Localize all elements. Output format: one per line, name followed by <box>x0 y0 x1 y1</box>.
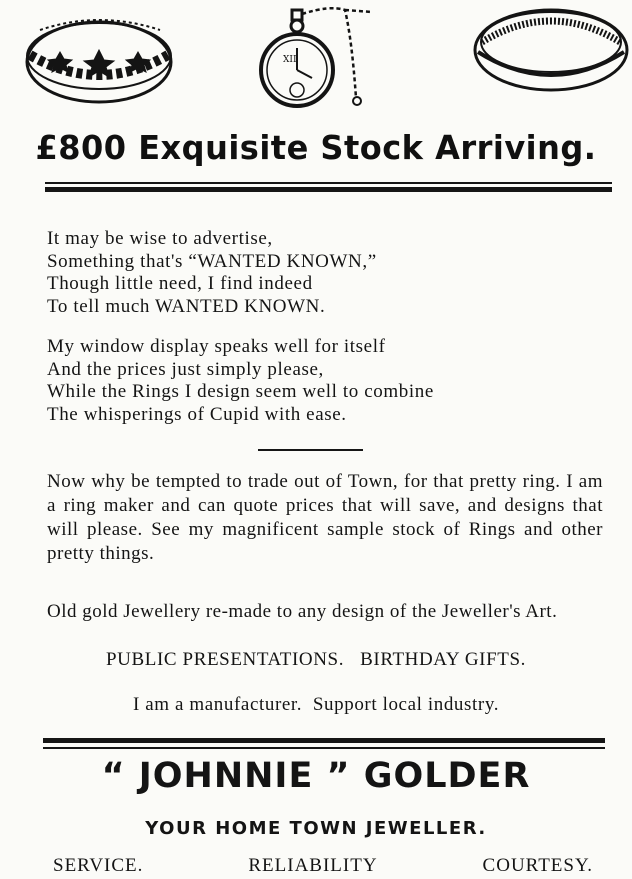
verse-stanza-one <box>47 228 607 318</box>
manufacturer-line: I am a manufacturer. Support local industry. <box>132 694 500 715</box>
pocket-watch-icon <box>261 8 372 106</box>
section-divider <box>258 449 363 451</box>
svg-text:XII: XII <box>283 55 297 65</box>
paragraph-old-gold: Old gold Jewellery re-made to any design of the Jeweller's Art. <box>47 601 558 622</box>
brand-values <box>53 855 593 877</box>
presentations-line: PUBLIC PRESENTATIONS. BIRTHDAY GIFTS. <box>106 649 526 670</box>
headline-rule-thin <box>45 182 612 184</box>
verse-stanza-two <box>47 336 607 426</box>
headline-rule-thick <box>45 187 612 192</box>
value-service: SERVICE. <box>53 855 144 876</box>
footer-rule-thin <box>43 747 605 749</box>
jewellery-illustrations <box>0 0 632 112</box>
value-reliability: RELIABILITY <box>248 855 378 876</box>
brand-tagline: YOUR HOME TOWN JEWELLER. <box>145 818 487 839</box>
band-ring-icon <box>475 10 627 90</box>
value-courtesy: COURTESY. <box>482 855 593 876</box>
verse-line: And the prices just simply please, <box>47 358 324 380</box>
verse-line: The whisperings of Cupid with ease. <box>47 403 347 425</box>
verse-line: To tell much WANTED KNOWN. <box>47 295 326 317</box>
verse-line: It may be wise to advertise, <box>47 228 273 249</box>
gem-ring-icon <box>27 20 171 102</box>
verse-line: While the Rings I design seem well to combine <box>47 381 434 402</box>
paragraph-town-trade: Now why be tempted to trade out of Town, for that pretty ring. I am a ring maker and can quote prices that will save, and designs that will please. See my magnificent sample stock of Rings and other pretty things. <box>47 471 603 564</box>
verse-line: Though little need, I find indeed <box>47 273 313 294</box>
footer-rule-thick <box>43 738 605 743</box>
headline: £800 Exquisite Stock Arriving. <box>35 128 597 167</box>
verse-line: Something that's “WANTED KNOWN,” <box>47 250 377 272</box>
verse-line: My window display speaks well for itself <box>47 336 386 357</box>
brand-name: “ JOHNNIE ” GOLDER <box>101 756 531 796</box>
